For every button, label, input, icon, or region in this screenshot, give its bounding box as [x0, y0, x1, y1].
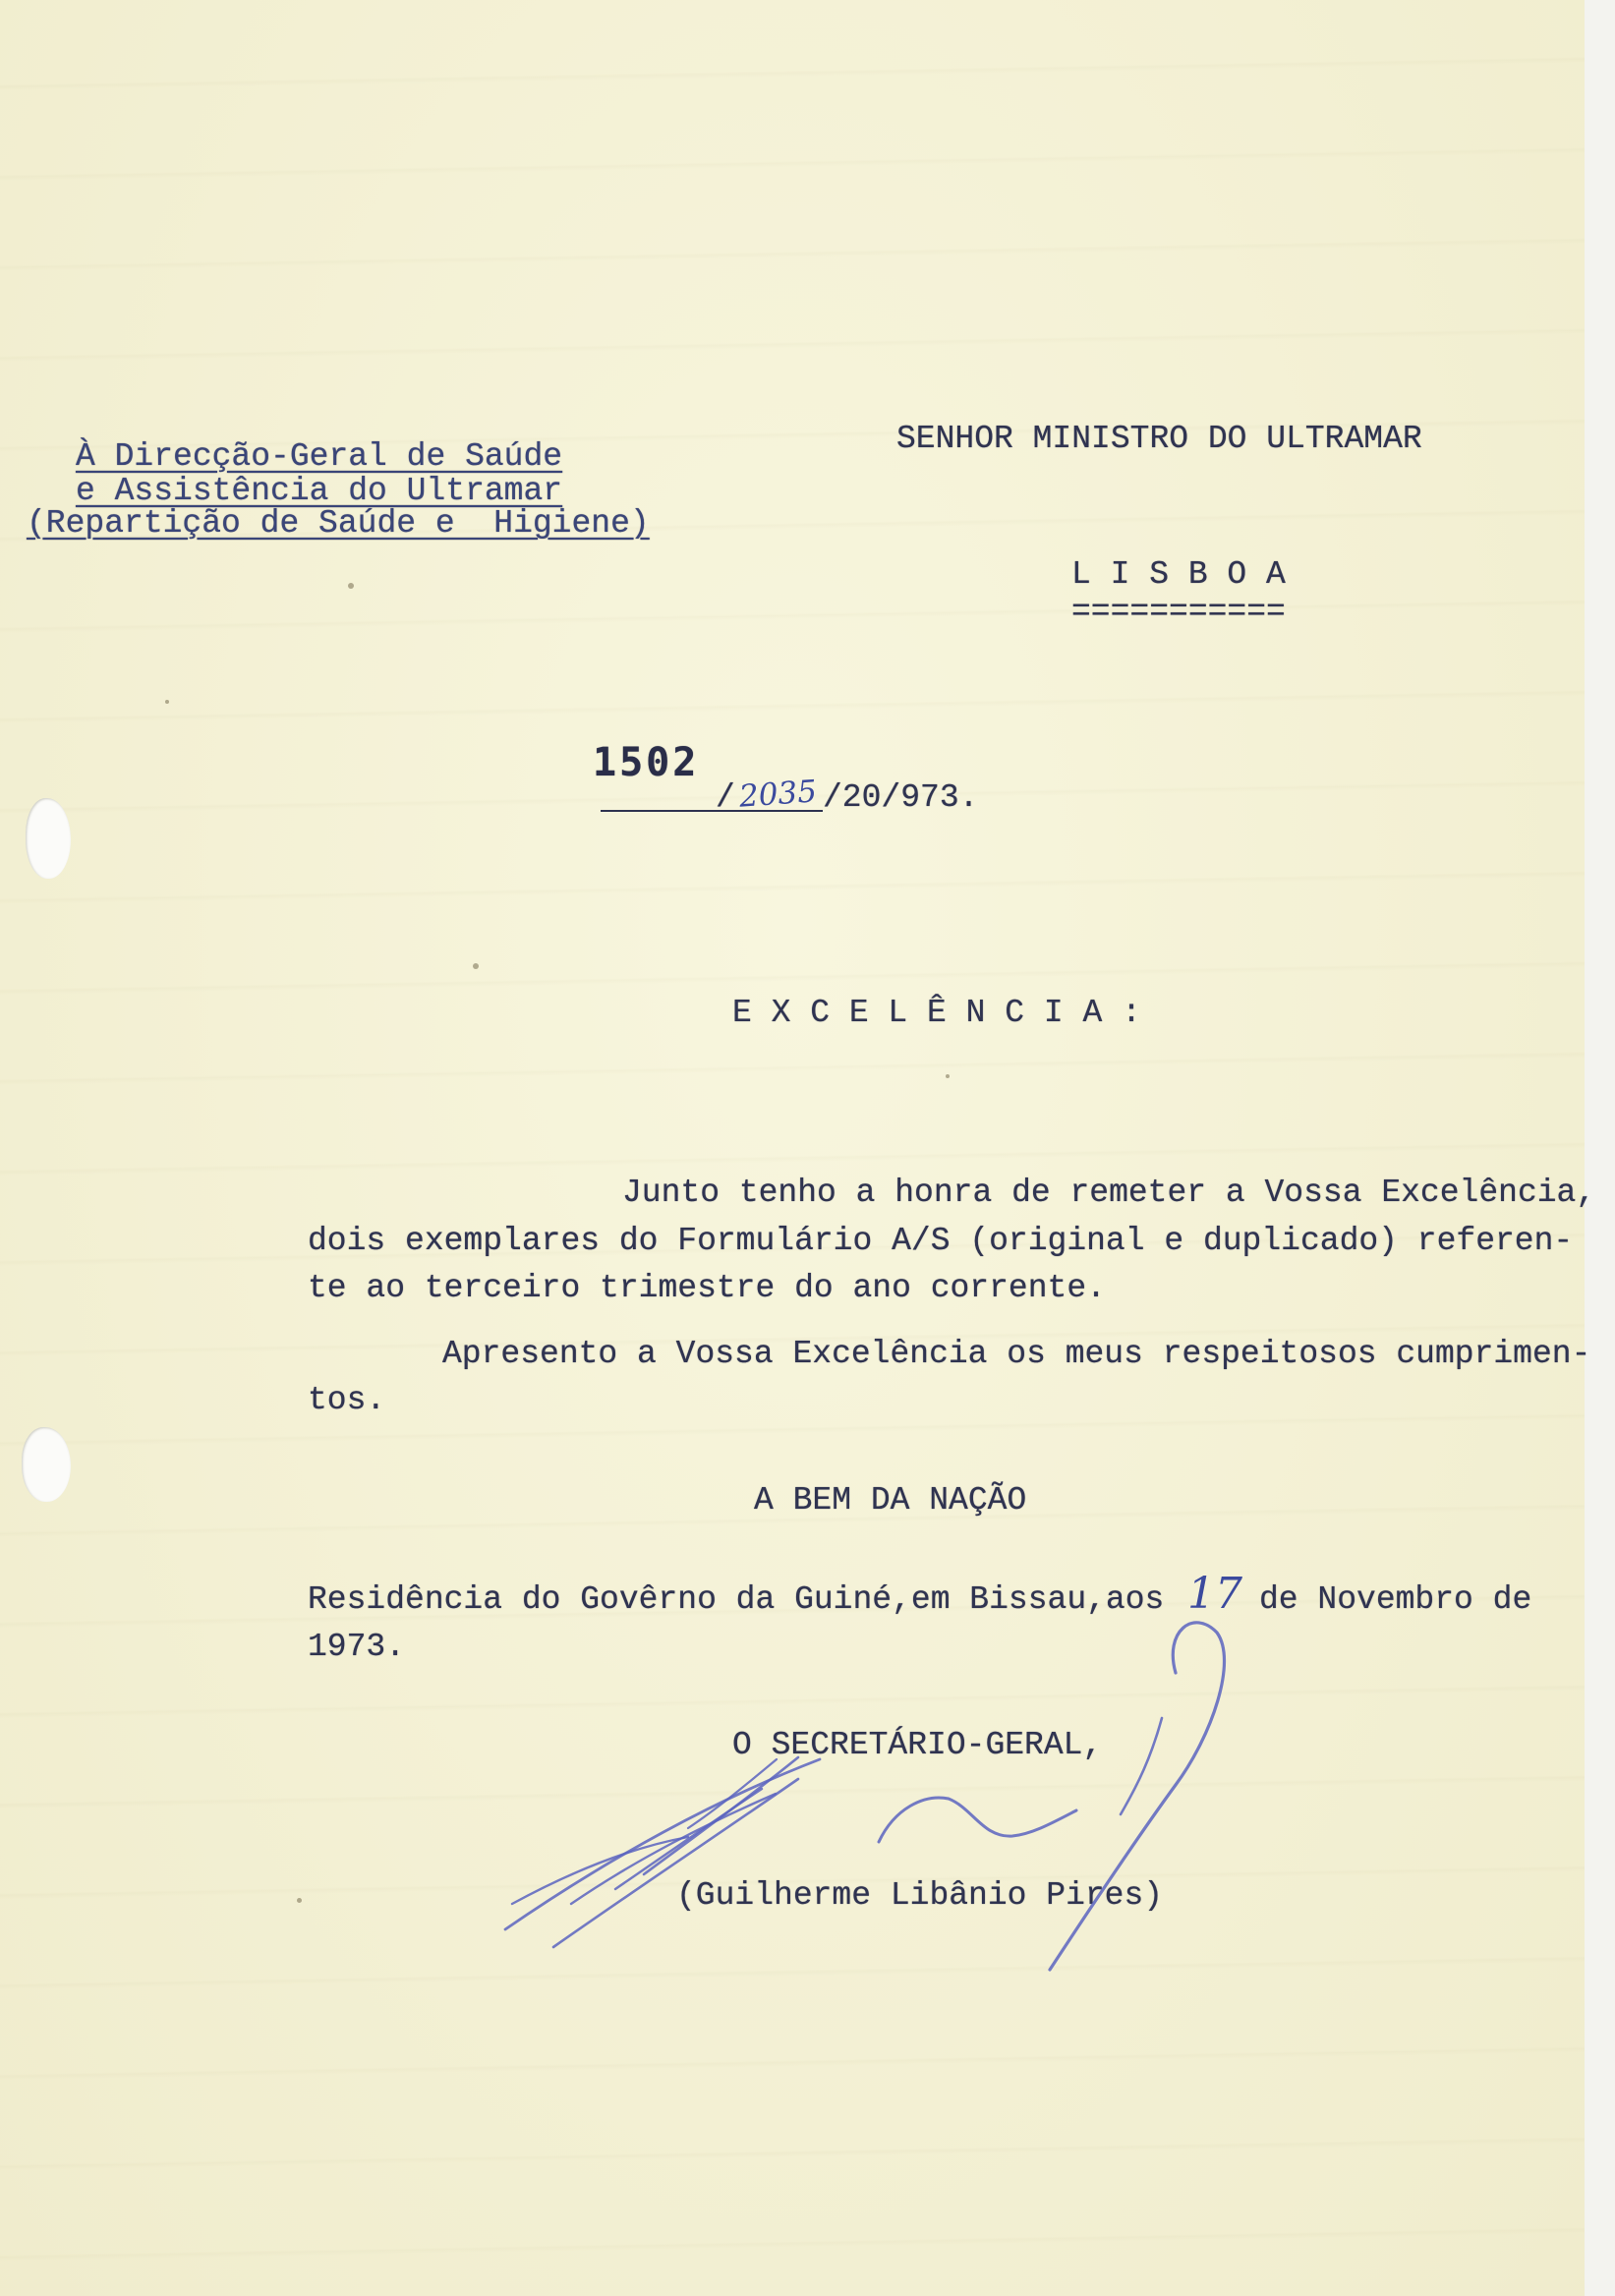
recipient-line-2: e Assistência do Ultramar	[76, 473, 563, 509]
reference-stamp-number: 1502	[593, 740, 700, 785]
paper-speck	[165, 700, 169, 704]
place-date-handwritten-day: 17	[1187, 1569, 1242, 1619]
body-paragraph-1-line-2: dois exemplares do Formulário A/S (original e duplicado) referen-	[308, 1223, 1574, 1259]
paper-speck	[348, 583, 354, 589]
body-paragraph-1-line-3: te ao terceiro trimestre do ano corrente.	[308, 1270, 1106, 1306]
closing-motto: A BEM DA NAÇÃO	[754, 1482, 1027, 1519]
place-date-year: 1973.	[308, 1629, 406, 1665]
reference-handwritten-number: 2035	[737, 774, 819, 815]
paper-speck	[297, 1898, 302, 1903]
paper-speck	[473, 963, 479, 969]
addressee-title: SENHOR MINISTRO DO ULTRAMAR	[896, 421, 1422, 457]
recipient-line-1: À Direcção-Geral de Saúde	[76, 438, 563, 475]
body-paragraph-2-line-1: Apresento a Vossa Excelência os meus respeitosos cumprimen-	[442, 1336, 1591, 1372]
recipient-line-3: (Repartição de Saúde e Higiene)	[27, 505, 650, 542]
place-date-prefix: Residência do Govêrno da Guiné,em Bissau,aos	[308, 1581, 1165, 1618]
addressee-city: L I S B O A	[1071, 556, 1286, 593]
paper-speck	[946, 1074, 950, 1078]
reference-separator: /	[716, 779, 735, 816]
punch-hole-upper	[26, 798, 71, 879]
place-date-suffix: de Novembro de	[1259, 1581, 1532, 1618]
punch-hole-lower	[22, 1427, 71, 1502]
addressee-city-underline: ===========	[1071, 594, 1286, 630]
signatory-title: O SECRETÁRIO-GERAL,	[732, 1727, 1103, 1763]
signatory-name: (Guilherme Libânio Pires)	[676, 1877, 1164, 1914]
body-paragraph-1-line-1: Junto tenho a honra de remeter a Vossa Excelência,	[622, 1175, 1596, 1211]
salutation: E X C E L Ê N C I A :	[732, 995, 1141, 1031]
reference-typed-suffix: /20/973.	[823, 779, 979, 816]
scan-background-edge	[1585, 0, 1615, 2296]
body-paragraph-2-line-2: tos.	[308, 1382, 386, 1418]
